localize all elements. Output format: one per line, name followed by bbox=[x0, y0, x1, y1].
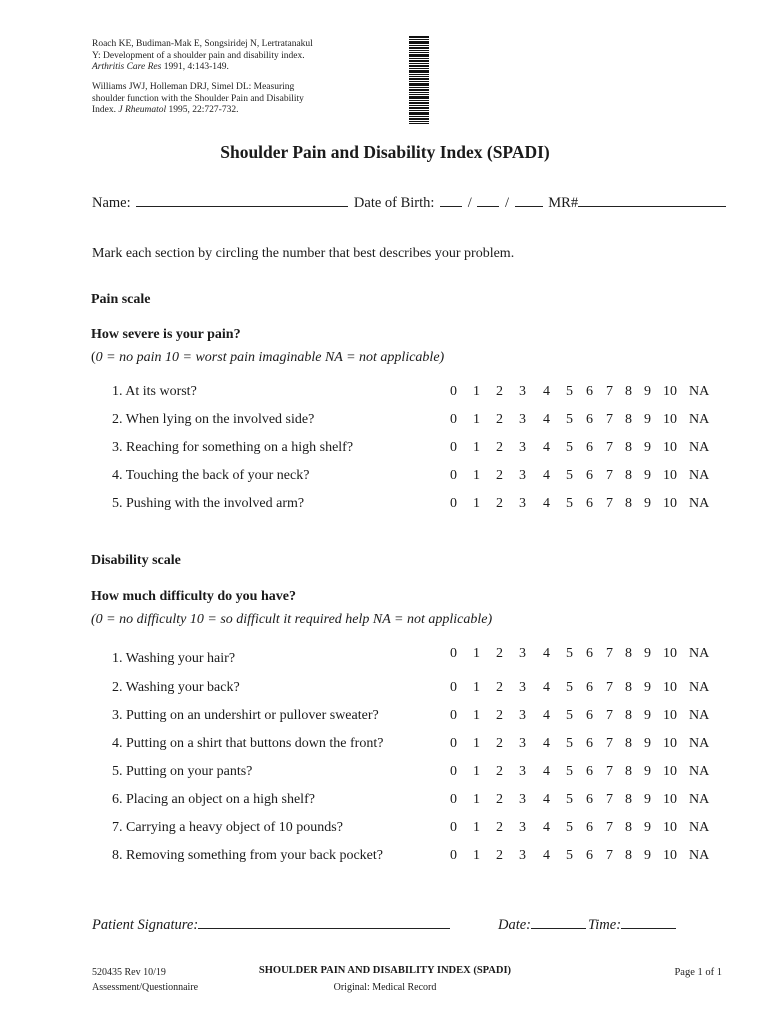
scale-option-3[interactable]: 3 bbox=[519, 440, 526, 455]
scale-option-1[interactable]: 1 bbox=[473, 680, 480, 695]
scale-option-4[interactable]: 4 bbox=[543, 792, 550, 807]
dob-year-field[interactable] bbox=[515, 193, 543, 207]
date-label: Date: bbox=[498, 917, 532, 933]
scale-option-10[interactable]: 10 bbox=[663, 412, 677, 427]
pain-question: How severe is your pain? bbox=[91, 327, 241, 342]
scale-option-0[interactable]: 0 bbox=[450, 708, 457, 723]
scale-option-2[interactable]: 2 bbox=[496, 646, 503, 661]
disability-item-1-scale bbox=[450, 646, 720, 662]
scale-option-10[interactable]: 10 bbox=[663, 792, 677, 807]
scale-option-5[interactable]: 5 bbox=[566, 646, 573, 661]
scale-option-5[interactable]: 5 bbox=[566, 848, 573, 863]
scale-option-8[interactable]: 8 bbox=[625, 820, 632, 835]
scale-option-5[interactable]: 5 bbox=[566, 820, 573, 835]
disability-item-3: 3. Putting on an undershirt or pullover sweater? bbox=[112, 708, 379, 723]
reference-2-journal: J Rheumatol bbox=[118, 105, 167, 115]
scale-option-6[interactable]: 6 bbox=[586, 708, 593, 723]
scale-option-5[interactable]: 5 bbox=[566, 440, 573, 455]
disability-item-6: 6. Placing an object on a high shelf? bbox=[112, 792, 315, 807]
scale-option-1[interactable]: 1 bbox=[473, 820, 480, 835]
scale-option-5[interactable]: 5 bbox=[566, 496, 573, 511]
disability-item-2: 2. Washing your back? bbox=[112, 680, 240, 695]
scale-option-5[interactable]: 5 bbox=[566, 764, 573, 779]
scale-option-3[interactable]: 3 bbox=[519, 468, 526, 483]
scale-option-10[interactable]: 10 bbox=[663, 736, 677, 751]
scale-option-7[interactable]: 7 bbox=[606, 764, 613, 779]
scale-option-6[interactable]: 6 bbox=[586, 680, 593, 695]
form-number: 520435 Rev 10/19 bbox=[92, 967, 166, 978]
scale-option-6[interactable]: 6 bbox=[586, 468, 593, 483]
scale-option-4[interactable]: 4 bbox=[543, 646, 550, 661]
pain-item-4: 4. Touching the back of your neck? bbox=[112, 468, 310, 483]
scale-option-1[interactable]: 1 bbox=[473, 468, 480, 483]
disability-item-3-scale bbox=[450, 708, 720, 724]
scale-option-na[interactable]: NA bbox=[689, 412, 710, 427]
disability-item-1: 1. Washing your hair? bbox=[112, 651, 236, 666]
scale-option-5[interactable]: 5 bbox=[566, 384, 573, 399]
scale-option-0[interactable]: 0 bbox=[450, 384, 457, 399]
date-time-line bbox=[498, 915, 678, 934]
scale-option-9[interactable]: 9 bbox=[644, 736, 651, 751]
scale-option-5[interactable]: 5 bbox=[566, 708, 573, 723]
scale-option-3[interactable]: 3 bbox=[519, 848, 526, 863]
scale-option-1[interactable]: 1 bbox=[473, 440, 480, 455]
disability-item-2-scale bbox=[450, 680, 720, 696]
reference-2-cite: 1995, 22:727-732. bbox=[166, 105, 239, 115]
scale-option-7[interactable]: 7 bbox=[606, 820, 613, 835]
scale-option-na[interactable]: NA bbox=[689, 820, 710, 835]
mr-label: MR# bbox=[548, 195, 579, 211]
scale-option-10[interactable]: 10 bbox=[663, 764, 677, 779]
scale-option-1[interactable]: 1 bbox=[473, 736, 480, 751]
scale-option-5[interactable]: 5 bbox=[566, 412, 573, 427]
scale-option-1[interactable]: 1 bbox=[473, 708, 480, 723]
form-type: Assessment/Questionnaire bbox=[92, 982, 199, 993]
scale-option-7[interactable]: 7 bbox=[606, 792, 613, 807]
scale-option-na[interactable]: NA bbox=[689, 792, 710, 807]
scale-option-8[interactable]: 8 bbox=[625, 646, 632, 661]
reference-2-prefix: Index. bbox=[92, 105, 119, 115]
scale-option-7[interactable]: 7 bbox=[606, 848, 613, 863]
reference-2 bbox=[92, 82, 392, 117]
scale-option-5[interactable]: 5 bbox=[566, 736, 573, 751]
dob-separator: / bbox=[467, 195, 472, 211]
disability-item-7: 7. Carrying a heavy object of 10 pounds? bbox=[112, 820, 343, 835]
scale-option-2[interactable]: 2 bbox=[496, 708, 503, 723]
scale-option-0[interactable]: 0 bbox=[450, 440, 457, 455]
scale-option-na[interactable]: NA bbox=[689, 764, 710, 779]
page-number: Page 1 of 1 bbox=[674, 967, 722, 978]
scale-option-2[interactable]: 2 bbox=[496, 848, 503, 863]
scale-option-9[interactable]: 9 bbox=[644, 792, 651, 807]
scale-option-2[interactable]: 2 bbox=[496, 496, 503, 511]
scale-option-9[interactable]: 9 bbox=[644, 680, 651, 695]
scale-option-3[interactable]: 3 bbox=[519, 496, 526, 511]
disability-item-4: 4. Putting on a shirt that buttons down the front? bbox=[112, 736, 384, 751]
pain-section-title: Pain scale bbox=[91, 292, 151, 307]
reference-2-title: shoulder function with the Shoulder Pain and Disability bbox=[92, 93, 304, 104]
scale-option-3[interactable]: 3 bbox=[519, 412, 526, 427]
disability-section-title: Disability scale bbox=[91, 553, 181, 568]
scale-option-10[interactable]: 10 bbox=[663, 680, 677, 695]
time-field[interactable] bbox=[621, 915, 676, 929]
scale-option-na[interactable]: NA bbox=[689, 468, 710, 483]
disability-item-7-scale bbox=[450, 820, 720, 836]
scale-option-9[interactable]: 9 bbox=[644, 820, 651, 835]
scale-option-0[interactable]: 0 bbox=[450, 764, 457, 779]
scale-option-7[interactable]: 7 bbox=[606, 736, 613, 751]
scale-option-0[interactable]: 0 bbox=[450, 496, 457, 511]
dob-separator: / bbox=[504, 195, 510, 211]
scale-option-9[interactable]: 9 bbox=[644, 440, 651, 455]
scale-option-0[interactable]: 0 bbox=[450, 820, 457, 835]
scale-option-7[interactable]: 7 bbox=[606, 496, 613, 511]
signature-line bbox=[92, 915, 452, 934]
scale-option-10[interactable]: 10 bbox=[663, 820, 677, 835]
scale-option-6[interactable]: 6 bbox=[586, 384, 593, 399]
scale-option-1[interactable]: 1 bbox=[473, 764, 480, 779]
scale-option-8[interactable]: 8 bbox=[625, 764, 632, 779]
scale-option-6[interactable]: 6 bbox=[586, 440, 593, 455]
scale-option-7[interactable]: 7 bbox=[606, 468, 613, 483]
scale-option-4[interactable]: 4 bbox=[543, 384, 550, 399]
scale-option-8[interactable]: 8 bbox=[625, 412, 632, 427]
scale-option-0[interactable]: 0 bbox=[450, 412, 457, 427]
scale-option-na[interactable]: NA bbox=[689, 496, 710, 511]
scale-option-2[interactable]: 2 bbox=[496, 736, 503, 751]
scale-option-4[interactable]: 4 bbox=[543, 468, 550, 483]
scale-option-6[interactable]: 6 bbox=[586, 792, 593, 807]
scale-option-9[interactable]: 9 bbox=[644, 646, 651, 661]
scale-option-1[interactable]: 1 bbox=[473, 412, 480, 427]
scale-option-6[interactable]: 6 bbox=[586, 848, 593, 863]
scale-option-2[interactable]: 2 bbox=[496, 764, 503, 779]
scale-option-na[interactable]: NA bbox=[689, 848, 710, 863]
scale-option-9[interactable]: 9 bbox=[644, 764, 651, 779]
disability-legend: (0 = no difficulty 10 = so difficult it required help NA = not applicable) bbox=[91, 612, 493, 627]
scale-option-4[interactable]: 4 bbox=[543, 736, 550, 751]
pain-item-4-scale bbox=[450, 468, 720, 484]
scale-option-na[interactable]: NA bbox=[689, 440, 710, 455]
dob-day-field[interactable] bbox=[477, 193, 499, 207]
scale-option-10[interactable]: 10 bbox=[663, 440, 677, 455]
scale-option-2[interactable]: 2 bbox=[496, 680, 503, 695]
scale-option-na[interactable]: NA bbox=[689, 708, 710, 723]
footer-title: SHOULDER PAIN AND DISABILITY INDEX (SPADI) bbox=[258, 965, 512, 976]
scale-option-9[interactable]: 9 bbox=[644, 468, 651, 483]
scale-option-8[interactable]: 8 bbox=[625, 792, 632, 807]
scale-option-4[interactable]: 4 bbox=[543, 708, 550, 723]
scale-option-1[interactable]: 1 bbox=[473, 792, 480, 807]
scale-option-3[interactable]: 3 bbox=[519, 764, 526, 779]
pain-item-2: 2. When lying on the involved side? bbox=[112, 412, 315, 427]
scale-option-8[interactable]: 8 bbox=[625, 440, 632, 455]
barcode-image bbox=[409, 36, 429, 124]
scale-option-8[interactable]: 8 bbox=[625, 384, 632, 399]
time-label: Time: bbox=[588, 917, 622, 933]
scale-option-3[interactable]: 3 bbox=[519, 384, 526, 399]
pain-legend-text: 0 = no pain 10 = worst pain imaginable NA = not applicable) bbox=[95, 350, 445, 365]
scale-option-6[interactable]: 6 bbox=[586, 646, 593, 661]
scale-option-2[interactable]: 2 bbox=[496, 440, 503, 455]
scale-option-0[interactable]: 0 bbox=[450, 468, 457, 483]
scale-option-1[interactable]: 1 bbox=[473, 646, 480, 661]
instructions: Mark each section by circling the number that best describes your problem. bbox=[92, 246, 515, 261]
scale-option-0[interactable]: 0 bbox=[450, 646, 457, 661]
scale-option-9[interactable]: 9 bbox=[644, 412, 651, 427]
pain-legend bbox=[91, 350, 444, 366]
footer-original: Original: Medical Record bbox=[333, 982, 437, 993]
scale-option-0[interactable]: 0 bbox=[450, 792, 457, 807]
date-field[interactable] bbox=[531, 915, 586, 929]
disability-item-5: 5. Putting on your pants? bbox=[112, 764, 253, 779]
signature-field[interactable] bbox=[198, 915, 450, 929]
scale-option-4[interactable]: 4 bbox=[543, 764, 550, 779]
scale-option-1[interactable]: 1 bbox=[473, 848, 480, 863]
pain-item-1-scale bbox=[450, 384, 720, 400]
dob-label: Date of Birth: bbox=[353, 195, 435, 211]
scale-option-6[interactable]: 6 bbox=[586, 496, 593, 511]
scale-option-10[interactable]: 10 bbox=[663, 468, 677, 483]
scale-option-3[interactable]: 3 bbox=[519, 708, 526, 723]
scale-option-2[interactable]: 2 bbox=[496, 792, 503, 807]
scale-option-8[interactable]: 8 bbox=[625, 736, 632, 751]
name-field[interactable] bbox=[136, 193, 348, 207]
scale-option-6[interactable]: 6 bbox=[586, 736, 593, 751]
pain-legend-paren: ( bbox=[91, 350, 96, 365]
scale-option-10[interactable]: 10 bbox=[663, 708, 677, 723]
scale-option-0[interactable]: 0 bbox=[450, 680, 457, 695]
page-title: Shoulder Pain and Disability Index (SPADI) bbox=[220, 142, 550, 162]
scale-option-7[interactable]: 7 bbox=[606, 384, 613, 399]
scale-option-7[interactable]: 7 bbox=[606, 680, 613, 695]
scale-option-7[interactable]: 7 bbox=[606, 412, 613, 427]
pain-item-2-scale bbox=[450, 412, 720, 428]
signature-label: Patient Signature: bbox=[92, 917, 199, 933]
mr-field[interactable] bbox=[578, 193, 726, 207]
scale-option-7[interactable]: 7 bbox=[606, 440, 613, 455]
scale-option-7[interactable]: 7 bbox=[606, 646, 613, 661]
scale-option-na[interactable]: NA bbox=[689, 384, 710, 399]
scale-option-2[interactable]: 2 bbox=[496, 820, 503, 835]
reference-1-citation bbox=[92, 62, 392, 74]
scale-option-6[interactable]: 6 bbox=[586, 412, 593, 427]
scale-option-2[interactable]: 2 bbox=[496, 412, 503, 427]
scale-option-8[interactable]: 8 bbox=[625, 468, 632, 483]
pain-item-5: 5. Pushing with the involved arm? bbox=[112, 496, 305, 511]
scale-option-7[interactable]: 7 bbox=[606, 708, 613, 723]
disability-item-6-scale bbox=[450, 792, 720, 808]
scale-option-6[interactable]: 6 bbox=[586, 764, 593, 779]
scale-option-4[interactable]: 4 bbox=[543, 680, 550, 695]
disability-question: How much difficulty do you have? bbox=[91, 589, 296, 604]
pain-item-5-scale bbox=[450, 496, 720, 512]
patient-info-line bbox=[92, 193, 728, 212]
scale-option-5[interactable]: 5 bbox=[566, 792, 573, 807]
scale-option-2[interactable]: 2 bbox=[496, 384, 503, 399]
scale-option-5[interactable]: 5 bbox=[566, 468, 573, 483]
scale-option-9[interactable]: 9 bbox=[644, 708, 651, 723]
scale-option-1[interactable]: 1 bbox=[473, 496, 480, 511]
reference-1-journal: Arthritis Care Res bbox=[92, 62, 162, 72]
scale-option-2[interactable]: 2 bbox=[496, 468, 503, 483]
name-label: Name: bbox=[92, 195, 131, 211]
scale-option-8[interactable]: 8 bbox=[625, 680, 632, 695]
scale-option-4[interactable]: 4 bbox=[543, 496, 550, 511]
scale-option-10[interactable]: 10 bbox=[663, 848, 677, 863]
pain-item-3: 3. Reaching for something on a high shelf? bbox=[112, 440, 354, 455]
reference-1-title: Y: Development of a shoulder pain and disability index. bbox=[92, 50, 305, 61]
scale-option-3[interactable]: 3 bbox=[519, 820, 526, 835]
scale-option-0[interactable]: 0 bbox=[450, 848, 457, 863]
disability-item-5-scale bbox=[450, 764, 720, 780]
scale-option-6[interactable]: 6 bbox=[586, 820, 593, 835]
scale-option-4[interactable]: 4 bbox=[543, 820, 550, 835]
disability-item-8-scale bbox=[450, 848, 720, 864]
scale-option-8[interactable]: 8 bbox=[625, 708, 632, 723]
reference-1-cite: 1991, 4:143-149. bbox=[161, 62, 229, 72]
scale-option-3[interactable]: 3 bbox=[519, 736, 526, 751]
scale-option-8[interactable]: 8 bbox=[625, 496, 632, 511]
scale-option-9[interactable]: 9 bbox=[644, 848, 651, 863]
scale-option-na[interactable]: NA bbox=[689, 736, 710, 751]
scale-option-9[interactable]: 9 bbox=[644, 496, 651, 511]
reference-2-citation bbox=[92, 105, 392, 117]
scale-option-na[interactable]: NA bbox=[689, 646, 710, 661]
scale-option-4[interactable]: 4 bbox=[543, 440, 550, 455]
pain-item-1: 1. At its worst? bbox=[112, 384, 197, 399]
scale-option-3[interactable]: 3 bbox=[519, 646, 526, 661]
scale-option-3[interactable]: 3 bbox=[519, 680, 526, 695]
scale-option-10[interactable]: 10 bbox=[663, 384, 677, 399]
scale-option-4[interactable]: 4 bbox=[543, 848, 550, 863]
reference-1-authors: Roach KE, Budiman-Mak E, Songsiridej N, Lertratanakul bbox=[92, 39, 313, 49]
dob-month-field[interactable] bbox=[440, 193, 462, 207]
scale-option-0[interactable]: 0 bbox=[450, 736, 457, 751]
scale-option-5[interactable]: 5 bbox=[566, 680, 573, 695]
scale-option-10[interactable]: 10 bbox=[663, 496, 677, 511]
disability-item-8: 8. Removing something from your back pocket? bbox=[112, 848, 383, 863]
scale-option-3[interactable]: 3 bbox=[519, 792, 526, 807]
reference-2-authors: Williams JWJ, Holleman DRJ, Simel DL: Measuring bbox=[92, 82, 295, 92]
pain-item-3-scale bbox=[450, 440, 720, 456]
scale-option-4[interactable]: 4 bbox=[543, 412, 550, 427]
scale-option-9[interactable]: 9 bbox=[644, 384, 651, 399]
reference-1 bbox=[92, 39, 392, 74]
disability-item-4-scale bbox=[450, 736, 720, 752]
scale-option-na[interactable]: NA bbox=[689, 680, 710, 695]
scale-option-1[interactable]: 1 bbox=[473, 384, 480, 399]
scale-option-8[interactable]: 8 bbox=[625, 848, 632, 863]
scale-option-10[interactable]: 10 bbox=[663, 646, 677, 661]
